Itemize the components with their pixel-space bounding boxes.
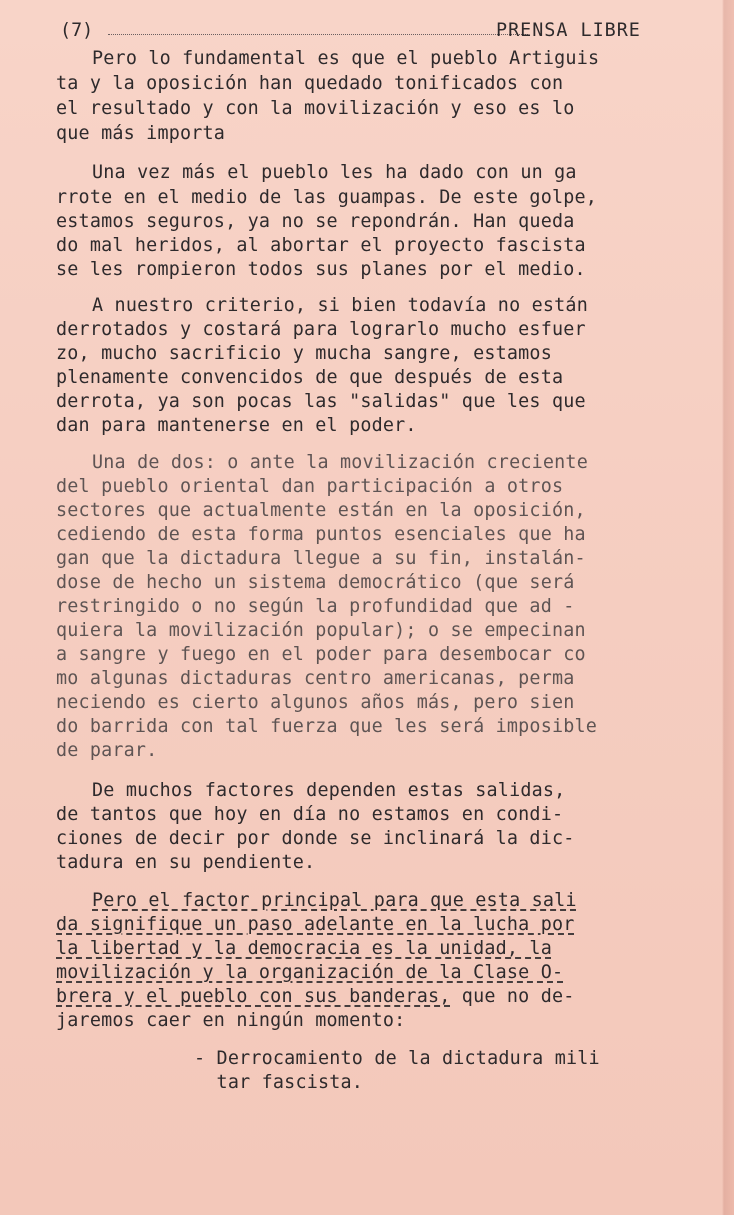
underlined-text: da signifique un paso adelante en la lucha por [56, 914, 575, 935]
text-line: derrotados y costará para lograrlo mucho esfuer [56, 319, 586, 340]
text-line: Una de dos: o ante la movilización creciente [92, 452, 588, 473]
text-line: de tantos que hoy en día no estamos en condi- [56, 804, 564, 825]
text-line: ta y la oposición han quedado tonificados con [56, 73, 564, 94]
text-line: de parar. [56, 740, 158, 761]
text-line: neciendo es cierto algunos años más, pero sien [56, 692, 575, 713]
text-line: el resultado y con la movilización y eso es lo [56, 98, 575, 119]
text-line [56, 913, 575, 937]
text-line: gan que la dictadura llegue a su fin, instalán- [56, 548, 586, 569]
text-line: rrote en el medio de las guampas. De este golpe, [56, 187, 598, 208]
text-line: Pero lo fundamental es que el pueblo Artiguis [92, 48, 600, 69]
text-line: zo, mucho sacrificio y mucha sangre, estamos [56, 343, 552, 364]
text-line: dose de hecho un sistema democrático (que será [56, 572, 575, 593]
text-line: se les rompieron todos sus planes por el medio. [56, 259, 586, 280]
header-dotted-rule [108, 34, 528, 35]
text-segment: que no de- [450, 986, 575, 1007]
text-line: que más importa [56, 123, 226, 144]
underlined-text: Pero el factor principal para que esta sali [92, 890, 577, 911]
text-line: del pueblo oriental dan participación a otros [56, 476, 564, 497]
text-line [92, 889, 577, 913]
page-number: (7) [60, 20, 94, 41]
text-line: - Derrocamiento de la dictadura mili [194, 1048, 600, 1069]
text-line: sectores que actualmente están en la oposición, [56, 500, 586, 521]
text-line: tadura en su pendiente. [56, 852, 316, 873]
text-line: De muchos factores dependen estas salidas, [92, 780, 566, 801]
text-segment: jaremos caer en ningún momento: [56, 1010, 406, 1031]
text-line: do barrida con tal fuerza que les será imposible [56, 716, 598, 737]
text-line: a sangre y fuego en el poder para desembocar co [56, 644, 586, 665]
text-line: quiera la movilización popular); o se empecinan [56, 620, 586, 641]
underlined-text: movilización y la organización de la Clase O- [56, 962, 564, 983]
text-line: derrota, ya son pocas las "salidas" que les que [56, 391, 586, 412]
text-line [56, 961, 563, 985]
text-line: estamos seguros, ya no se repondrán. Han queda [56, 211, 575, 232]
text-line: cediendo de esta forma puntos esenciales que ha [56, 524, 586, 545]
text-line [56, 937, 552, 961]
underlined-text: la libertad y la democracia es la unidad, la [56, 938, 552, 959]
publication-name: PRENSA LIBRE [496, 20, 641, 41]
text-line: plenamente convencidos de que después de esta [56, 367, 564, 388]
text-line: tar fascista. [194, 1072, 364, 1093]
text-line: dan para mantenerse en el poder. [56, 415, 417, 436]
text-line: ciones de decir por donde se inclinará la dic- [56, 828, 575, 849]
text-line: A nuestro criterio, si bien todavía no están [92, 295, 588, 316]
text-line: Una vez más el pueblo les ha dado con un ga [92, 162, 577, 183]
text-line: restringido o no según la profundidad que ad - [56, 596, 575, 617]
text-line: do mal heridos, al abortar el proyecto fascista [56, 235, 586, 256]
underlined-text: brera y el pueblo con sus banderas, [56, 986, 451, 1007]
text-line [56, 1009, 405, 1033]
page-header [60, 20, 670, 46]
text-line: mo algunas dictaduras centro americanas, perma [56, 668, 575, 689]
text-line [56, 985, 575, 1009]
